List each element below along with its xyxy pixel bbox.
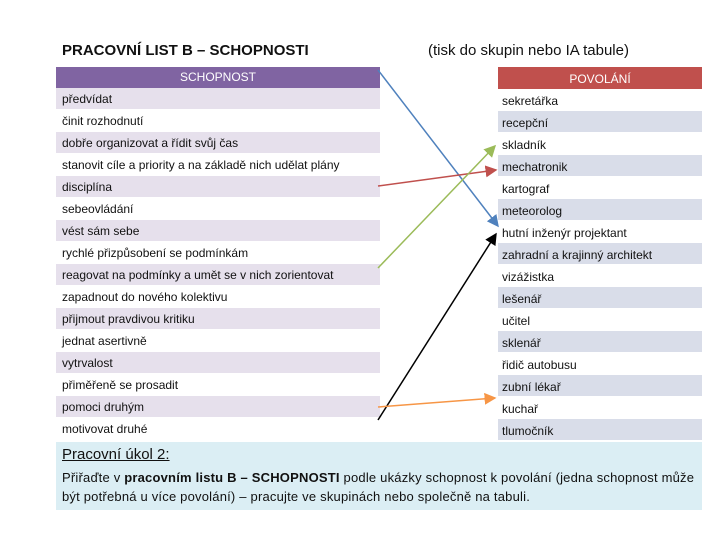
arrow-red — [378, 170, 496, 186]
profession-row: skladník — [498, 133, 702, 155]
skill-row: vést sám sebe — [56, 220, 380, 242]
skill-row: jednat asertivně — [56, 330, 380, 352]
profession-row: kartograf — [498, 177, 702, 199]
skill-row: přiměřeně se prosadit — [56, 374, 380, 396]
skill-row: předvídat — [56, 88, 380, 110]
profession-row: zahradní a krajinný architekt — [498, 243, 702, 265]
task-text-part1: Přiřaďte v — [62, 470, 125, 485]
profession-row: zubní lékař — [498, 375, 702, 397]
skill-row: motivovat druhé — [56, 418, 380, 440]
profession-row: tlumočník — [498, 419, 702, 441]
profession-row: hutní inženýr projektant — [498, 221, 702, 243]
task-title: Pracovní úkol 2: — [62, 446, 170, 463]
profession-row: sekretářka — [498, 89, 702, 111]
profession-row: meteorolog — [498, 199, 702, 221]
skill-row: přijmout pravdivou kritiku — [56, 308, 380, 330]
task-text-bold: pracovním listu B – SCHOPNOSTI — [124, 470, 340, 485]
task-text — [62, 468, 698, 506]
skill-row: disciplína — [56, 176, 380, 198]
skill-row: zapadnout do nového kolektivu — [56, 286, 380, 308]
skill-row: stanovit cíle a priority a na základě nich udělat plány — [56, 154, 380, 176]
arrow-black — [378, 234, 496, 420]
page-subtitle: (tisk do skupin nebo IA tabule) — [428, 42, 629, 59]
page-title: PRACOVNÍ LIST B – SCHOPNOSTI — [62, 42, 309, 59]
arrow-green — [378, 146, 495, 268]
profession-row: vizážistka — [498, 265, 702, 287]
arrow-blue — [378, 70, 498, 226]
skills-table-header: SCHOPNOST — [56, 67, 380, 88]
profession-row: sklenář — [498, 331, 702, 353]
profession-row: kuchař — [498, 397, 702, 419]
arrow-orange — [378, 398, 495, 407]
professions-table-header: POVOLÁNÍ — [498, 67, 702, 89]
skill-row: vytrvalost — [56, 352, 380, 374]
skill-row: pomoci druhým — [56, 396, 380, 418]
skill-row: dobře organizovat a řídit svůj čas — [56, 132, 380, 154]
skill-row: reagovat na podmínky a umět se v nich zorientovat — [56, 264, 380, 286]
profession-row: lešenář — [498, 287, 702, 309]
skill-row: činit rozhodnutí — [56, 110, 380, 132]
profession-row: řidič autobusu — [498, 353, 702, 375]
profession-row: mechatronik — [498, 155, 702, 177]
skill-row: rychlé přizpůsobení se podmínkám — [56, 242, 380, 264]
task-box — [56, 442, 702, 510]
skill-row: sebeovládání — [56, 198, 380, 220]
profession-row: recepční — [498, 111, 702, 133]
task-text-part2: podle ukázky schopnost k povolání (jedna schopnost může být potřebná u více povolání) – pracujte ve skupinách nebo společně na tabuli. — [62, 470, 695, 504]
profession-row: učitel — [498, 309, 702, 331]
